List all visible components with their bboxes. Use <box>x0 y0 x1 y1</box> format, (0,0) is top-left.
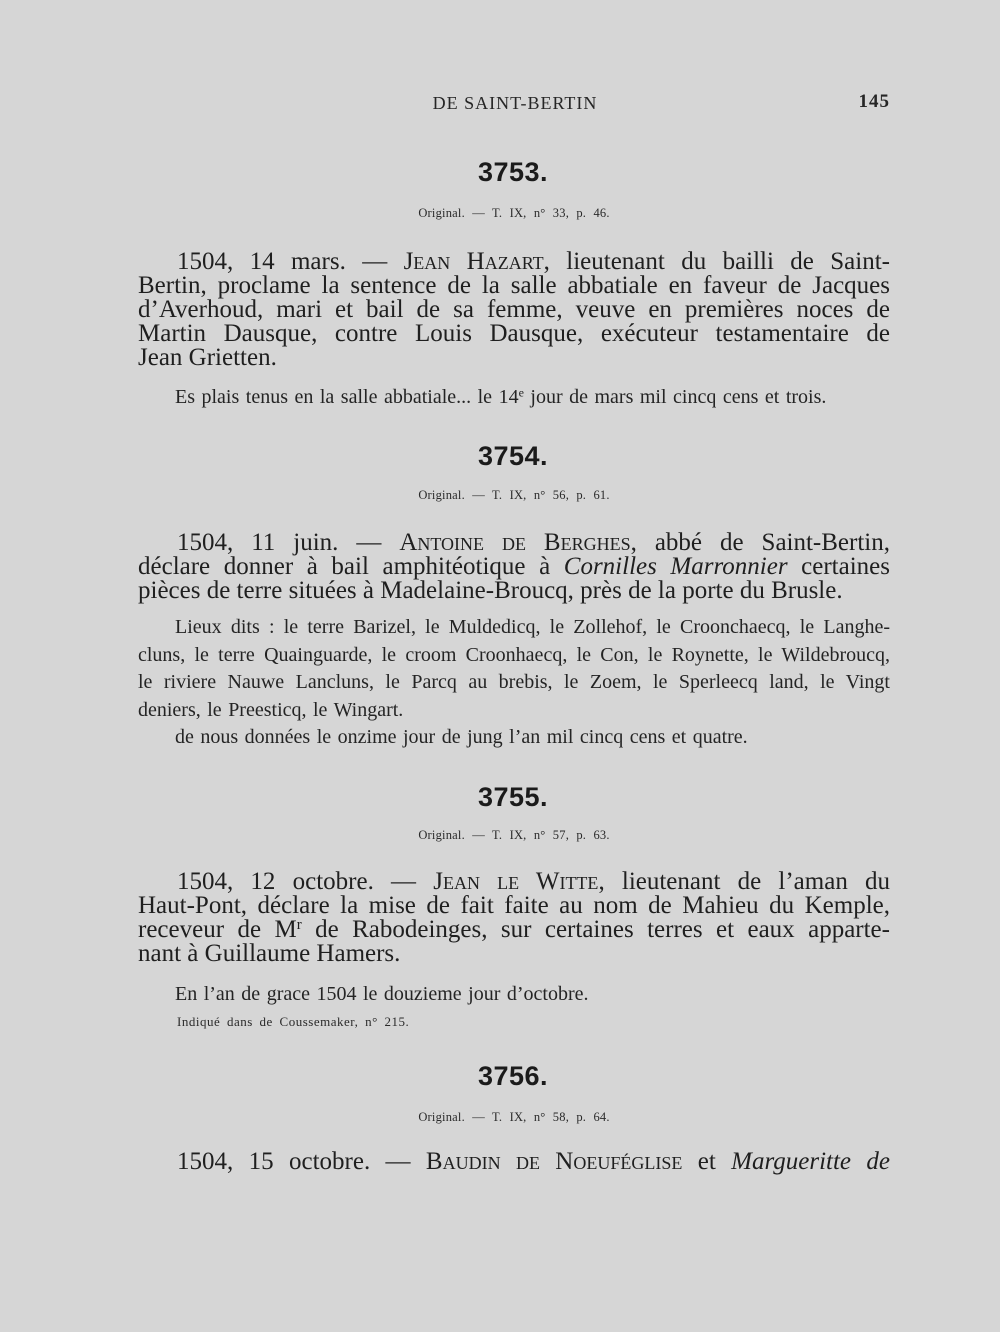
summary-text: déclare donner à bail amphitéotique à <box>138 553 564 580</box>
page-number: 145 <box>858 91 890 112</box>
source-reference: Original. — T. IX, n° 57, p. 63. <box>418 828 610 842</box>
entry-summary <box>138 870 890 966</box>
superscript: r <box>296 916 302 933</box>
summary-line: d’Averhoud, mari et bail de sa femme, veuve en premières noces de <box>138 296 890 323</box>
date-clause: En l’an de grace 1504 le douzieme jour d’octobre. <box>175 983 589 1005</box>
summary-text: , abbé de Saint-Bertin, <box>630 529 890 556</box>
excerpt-text: Es plais tenus en la salle abbatiale... le 14 <box>175 386 519 408</box>
excerpt-line: deniers, le Preesticq, le Wingart. <box>138 698 404 721</box>
charter-excerpt <box>138 614 890 752</box>
excerpt-line: Lieux dits : le terre Barizel, le Muldedicq, le Zollehof, le Croonchaecq, le Langhe- <box>175 616 890 638</box>
entry-summary <box>138 1150 890 1174</box>
entry-number: 3755. <box>477 782 549 812</box>
source-reference: Original. — T. IX, n° 33, p. 46. <box>418 206 610 220</box>
entry-number: 3754. <box>477 441 549 471</box>
italic-name: Margueritte de <box>731 1148 890 1175</box>
summary-line: Jean Grietten. <box>138 344 277 371</box>
charter-excerpt <box>175 384 826 410</box>
superscript: e <box>518 385 524 400</box>
entry-date: 1504, 12 octobre. — <box>177 868 434 895</box>
excerpt-line: cluns, le terre Quainguarde, le croom Croonhaecq, le Con, le Roynette, le Wildebroucq, <box>138 643 890 666</box>
date-clause: de nous données le onzime jour de jung l’an mil cincq cens et quatre. <box>175 726 748 748</box>
excerpt-line: le riviere Nauwe Lancluns, le Parcq au brebis, le Zoem, le Sperleecq land, le Vingt <box>138 671 890 693</box>
summary-text: receveur de M <box>138 916 297 943</box>
entry-number: 3756. <box>477 1061 549 1091</box>
summary-line <box>177 1150 890 1174</box>
summary-text: de Rabodeinges, sur certaines terres et eaux apparte- <box>301 916 890 943</box>
entry-date: 1504, 14 mars. — <box>177 248 404 275</box>
summary-line: Bertin, proclame la sentence de la salle abbatiale en faveur de Jacques <box>138 272 890 299</box>
bibliographic-note: Indiqué dans de Coussemaker, n° 215. <box>177 1014 410 1029</box>
summary-text: , lieutenant de l’aman du <box>598 868 891 895</box>
running-title: DE SAINT-BERTIN <box>432 93 598 113</box>
summary-line <box>177 531 890 555</box>
summary-line: Haut-Pont, déclare la mise de fait faite au nom de Mahieu du Kemple, <box>138 892 890 919</box>
summary-text: certaines <box>787 553 890 580</box>
entry-number: 3753. <box>477 157 549 187</box>
person-name: Jean Hazart <box>403 248 544 275</box>
source-reference: Original. — T. IX, n° 58, p. 64. <box>418 1110 610 1124</box>
entry-summary <box>138 531 890 603</box>
summary-line: pièces de terre situées à Madelaine-Broucq, près de la porte du Brusle. <box>138 577 843 604</box>
summary-text: , lieutenant du bailli de Saint- <box>543 248 890 275</box>
person-name: Baudin de Noeuféglise <box>425 1148 683 1175</box>
entry-date: 1504, 11 juin. — <box>177 529 400 556</box>
entry-summary <box>138 250 890 370</box>
summary-text: et <box>682 1148 732 1175</box>
summary-line <box>138 555 890 579</box>
summary-line <box>177 250 890 274</box>
summary-line <box>177 870 890 894</box>
summary-line <box>138 918 890 942</box>
excerpt-text: jour de mars mil cincq cens et trois. <box>523 386 827 408</box>
source-reference: Original. — T. IX, n° 56, p. 61. <box>418 488 610 502</box>
summary-line: Martin Dausque, contre Louis Dausque, exécuteur testamentaire de <box>138 320 890 347</box>
person-name: Jean le Witte <box>433 868 599 895</box>
italic-name: Cornilles Marronnier <box>563 553 788 580</box>
entry-date: 1504, 15 octobre. — <box>177 1148 426 1175</box>
summary-line: nant à Guillaume Hamers. <box>138 940 401 967</box>
person-name: Antoine de Berghes <box>399 529 631 556</box>
